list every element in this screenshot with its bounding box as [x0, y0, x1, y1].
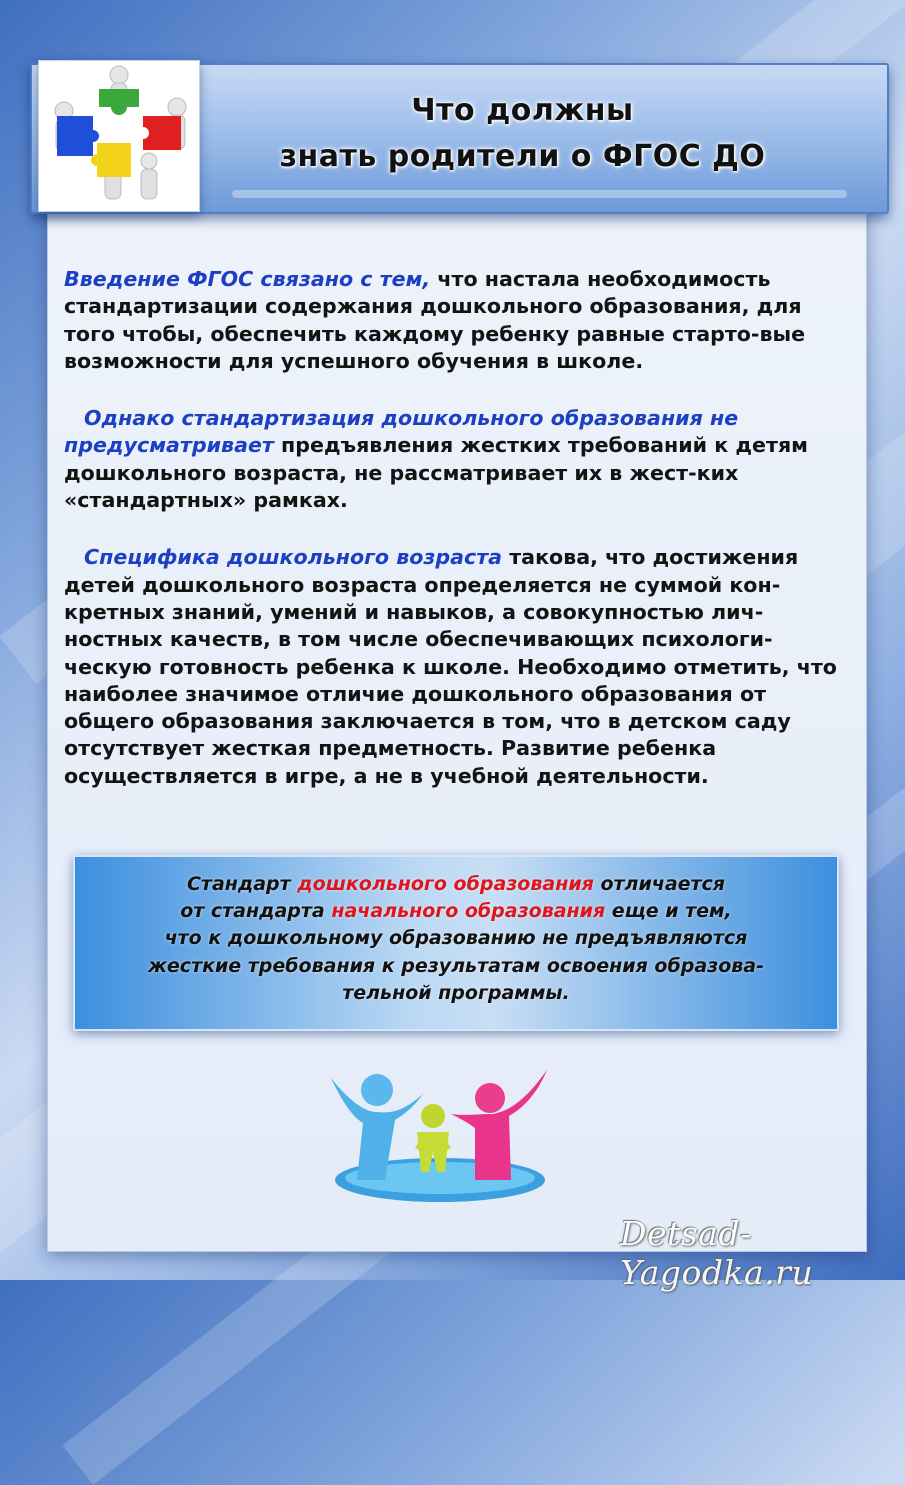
paragraph-2 [64, 405, 859, 514]
callout-highlight-preschool: дошкольного образования [297, 873, 594, 895]
family-figures-icon [325, 1068, 555, 1208]
main-text [64, 266, 859, 820]
callout-line-1: Стандарт дошкольного образования отличается [186, 873, 725, 895]
paragraph-2-lead: Однако стандартизация дошкольного образования не предусматривает [64, 406, 739, 458]
title-line-2: знать родители о ФГОС ДО [279, 139, 766, 174]
paragraph-3-lead: Специфика дошкольного возраста [84, 545, 503, 570]
page-title [200, 88, 845, 180]
title-line-1: Что должны [411, 93, 634, 128]
paragraph-1-text: что настала необходимость стандартизации содержания дошкольного образования, для того чтобы, обеспечить каждому ребенку равные старто-вые возможности для успешного обучения в школе. [64, 267, 806, 373]
callout-line-3: что к дошкольному образованию не предъявляются [164, 927, 748, 950]
paragraph-3 [64, 544, 859, 790]
callout-highlight-primary: начального образования [331, 900, 606, 923]
watermark: Detsad-Yagodka.ru [620, 1214, 814, 1292]
paragraph-3-text: такова, что достижения детей дошкольного возраста определяется не суммой кон-кретных знаний, умений и навыков, а совокупностью лич-ностных качеств, в том числе обеспечивающих психологи-ческую готовность ребенка к школе. Необходимо отметить, что наиболее значимое отличие дошкольного образования от общего образования заключается в том, что в детском саду отсутствует жесткая предметность. Развитие ребенка осуществляется в игре, а не в учебной деятельности. [64, 545, 837, 788]
paragraph-1 [64, 266, 859, 375]
paragraph-1-lead: Введение ФГОС связано с тем, [64, 267, 431, 291]
paragraph-2-text: предъявления жестких требований к детям дошкольного возраста, не рассматривает их в жест-ких «стандартных» рамках. [64, 433, 809, 513]
callout-box [73, 855, 839, 1031]
callout-text [75, 871, 837, 1007]
puzzle-people-icon [38, 60, 200, 212]
callout-line-5: тельной программы. [342, 981, 570, 1004]
callout-line-4: жесткие требования к результатам освоения образова- [148, 954, 764, 977]
header-highlight [232, 190, 847, 198]
callout-line-2: от стандарта начального образования еще и тем, [180, 900, 732, 923]
